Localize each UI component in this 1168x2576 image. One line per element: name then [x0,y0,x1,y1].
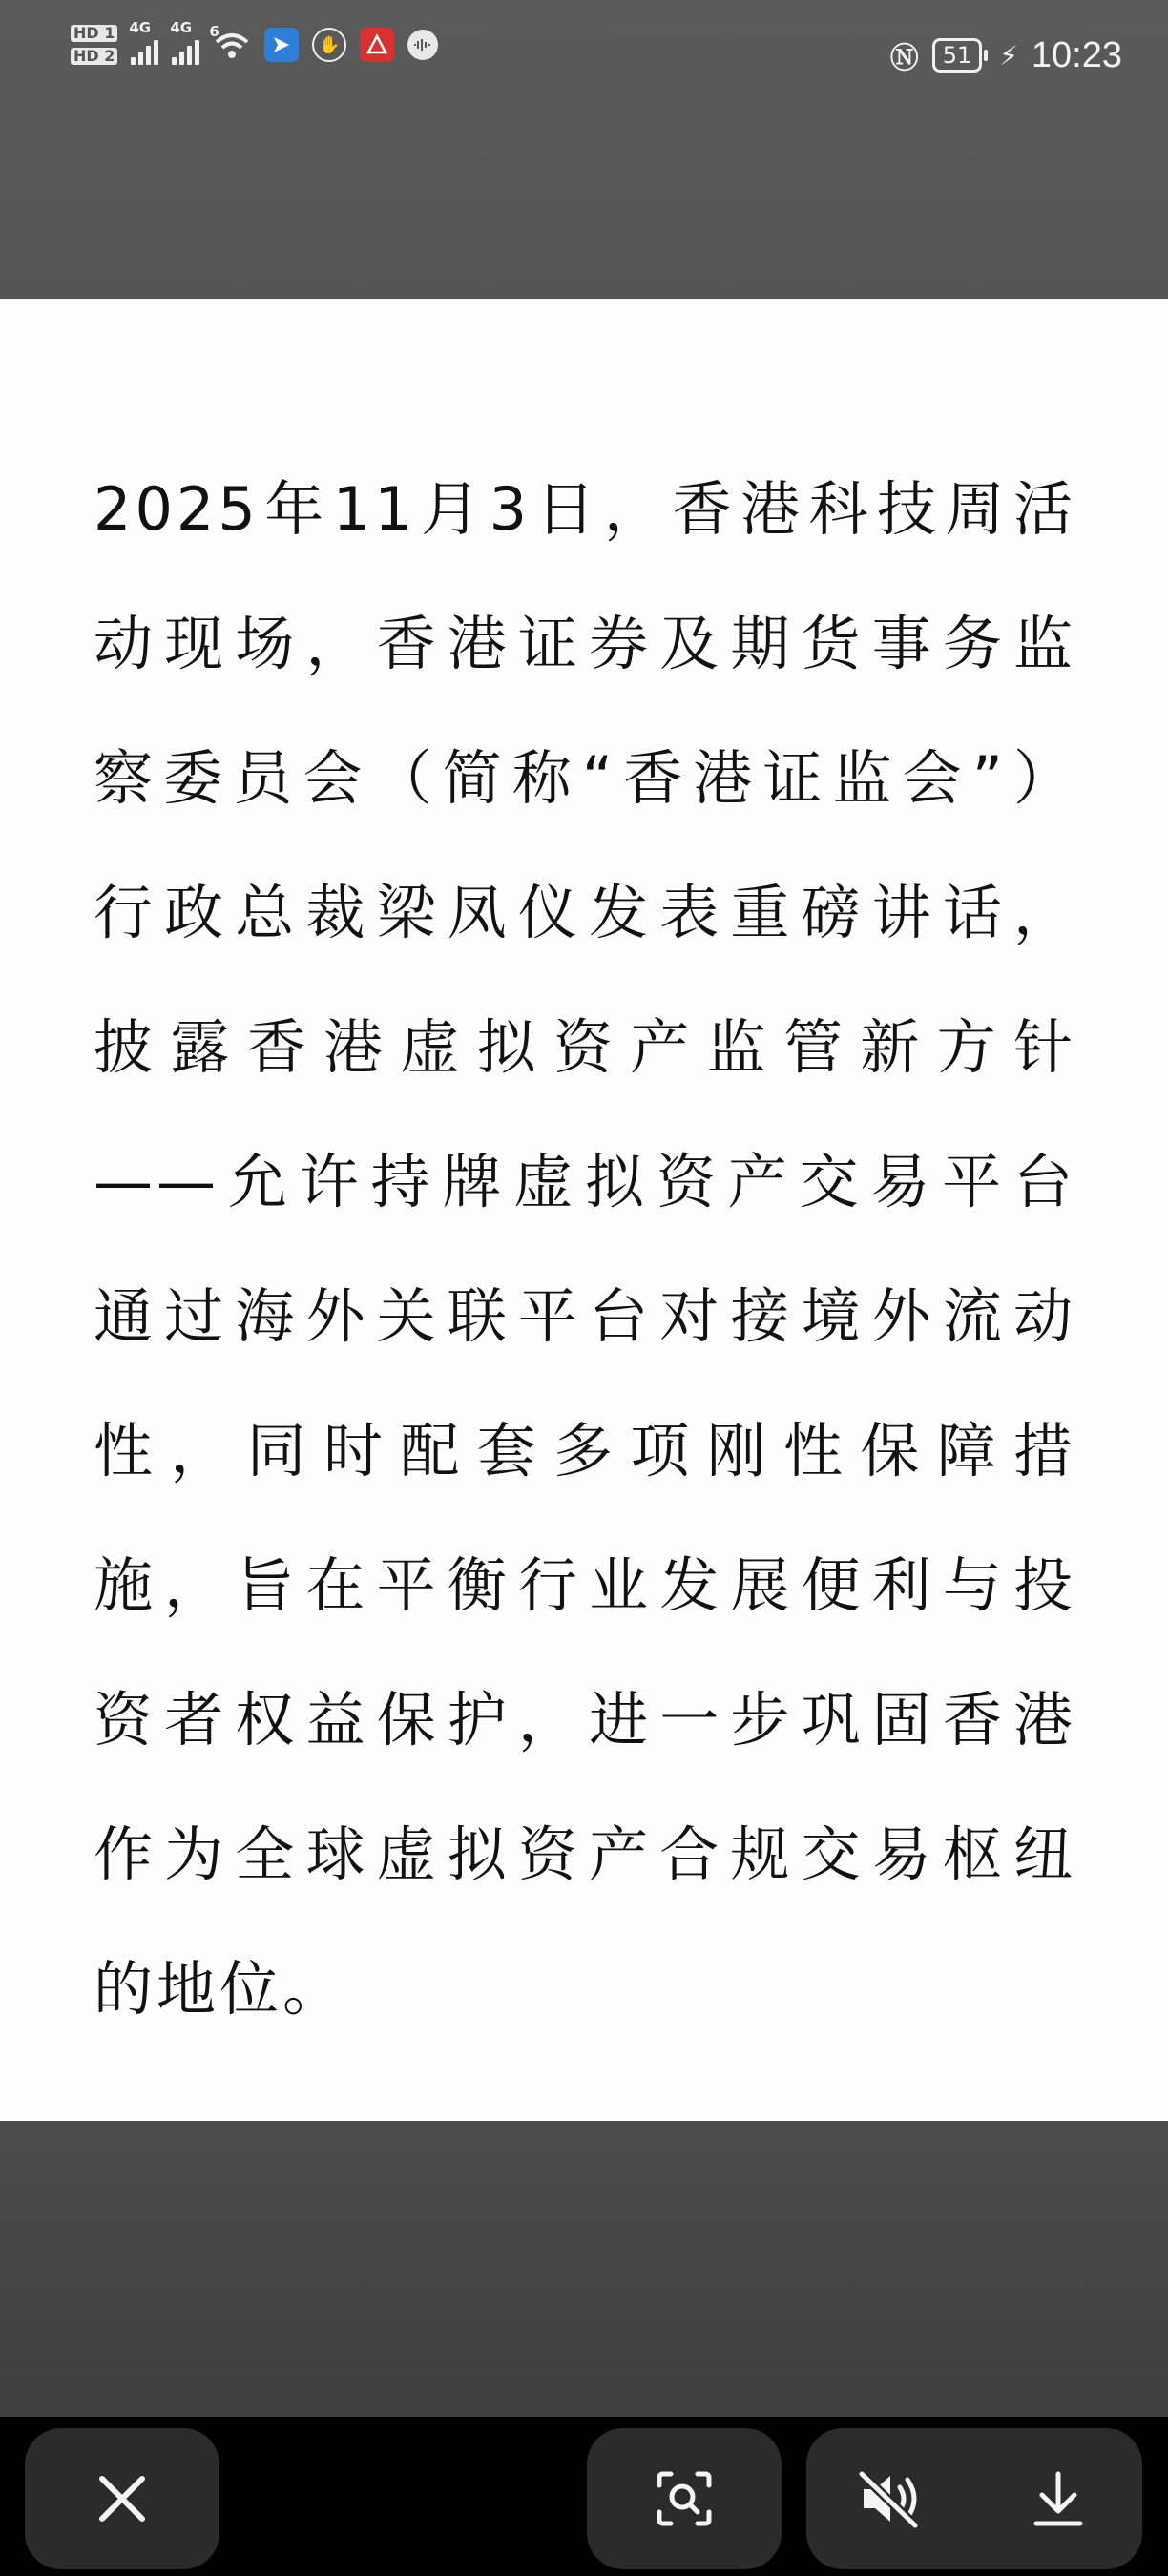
status-left [71,19,438,65]
signal-icon [170,19,199,65]
article-line: 资者权益保护，进一步巩固香港 [94,1685,1076,1755]
battery-icon: 51 [932,38,983,73]
download-icon [1031,2468,1086,2529]
hd-sim1-icon: HD 1 [71,25,117,42]
signal-icon [129,19,158,65]
article-line: 2025年11月3日，香港科技周活 [94,474,1076,544]
download-button[interactable] [991,2428,1125,2569]
image-search-icon [654,2468,715,2529]
network-type-label: 4G [129,19,152,36]
article-line: 披露香港虚拟资产监管新方针 [94,1012,1076,1082]
charging-icon: ⚡ [999,39,1018,72]
article-line: 施，旨在平衡行业发展便利与投 [94,1550,1076,1620]
mute-button[interactable] [824,2428,957,2569]
screenshot-image[interactable] [0,299,1168,2121]
article-line: 性，同时配套多项刚性保障措 [94,1416,1076,1485]
hand-icon: ✋ [312,28,346,62]
status-time: 10:23 [1031,34,1122,75]
article-line: ——允许持牌虚拟资产交易平台 [94,1147,1076,1216]
close-button[interactable] [25,2428,219,2569]
mute-icon [856,2468,925,2529]
article-line: 的地位。 [94,1954,346,2024]
hd-sim2-icon: HD 2 [71,48,117,65]
article-line: 察委员会（简称“香港证监会”） [94,743,1076,813]
wifi-label: 6 [209,23,219,40]
audio-icon [407,30,438,60]
sim-indicators [71,25,117,65]
location-icon [264,28,299,62]
article-line: 通过海外关联平台对接境外流动 [94,1281,1076,1351]
status-bar [0,0,1168,114]
close-icon [96,2473,148,2524]
article-text [94,442,1076,2056]
media-actions [806,2428,1142,2569]
article-line: 动现场，香港证券及期货事务监 [94,609,1076,678]
status-right [890,34,1122,76]
nfc-icon: Ⓝ [889,42,919,75]
wifi-6-icon [209,23,251,61]
article-line: 行政总裁梁凤仪发表重磅讲话， [94,878,1076,947]
image-search-button[interactable] [587,2428,782,2569]
image-viewer-bottom-area [0,2121,1168,2417]
app-icon [360,28,394,62]
network-type-label: 4G [170,19,193,36]
article-line: 作为全球虚拟资产合规交易枢纽 [94,1819,1076,1889]
